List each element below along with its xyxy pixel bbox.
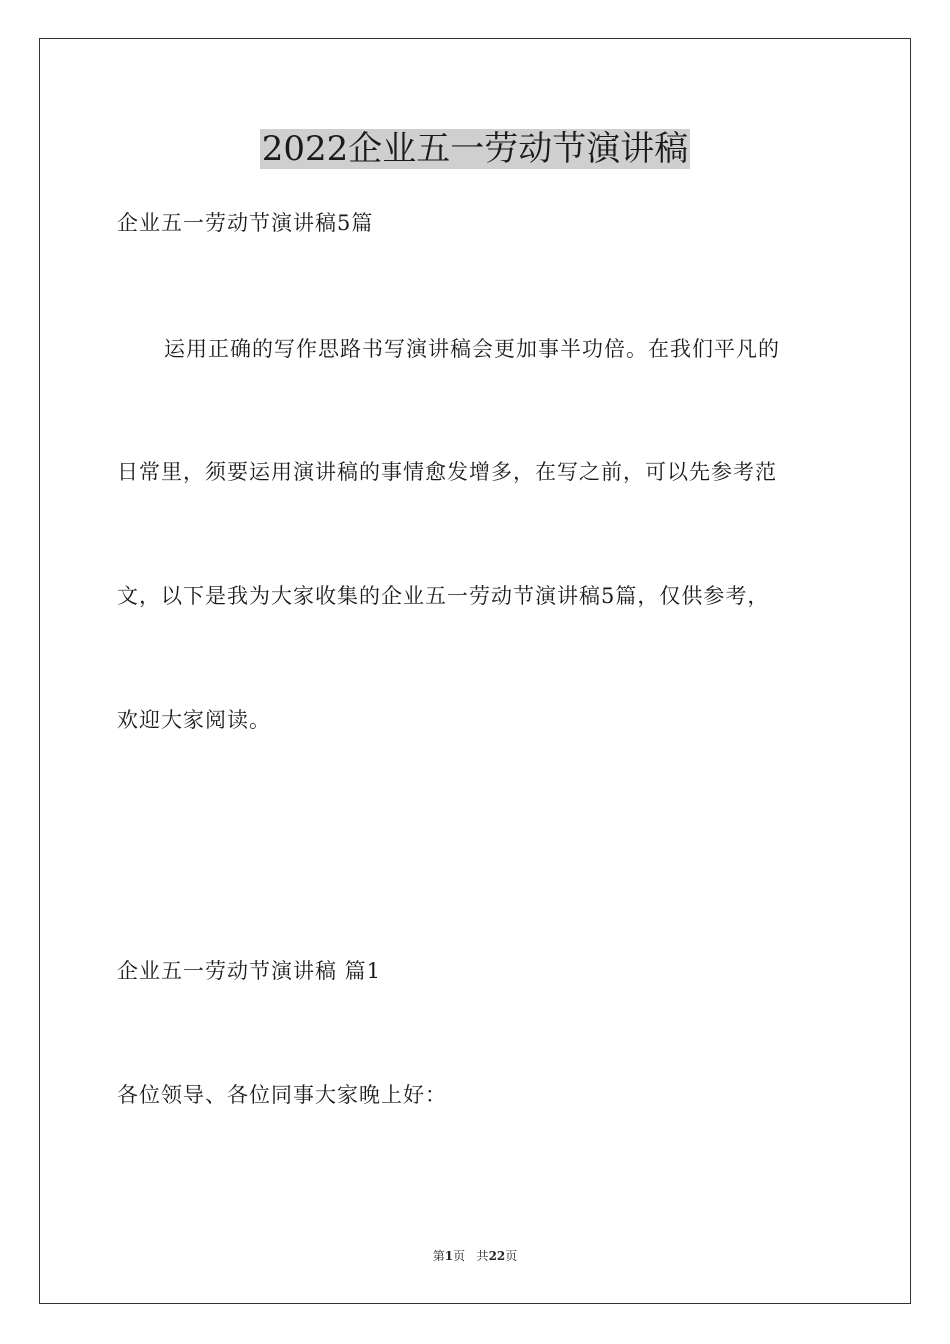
page-prefix: 第 bbox=[432, 1249, 445, 1263]
page-footer bbox=[0, 1248, 950, 1264]
page-number: 1 bbox=[444, 1249, 454, 1263]
total-suffix: 页 bbox=[505, 1249, 518, 1263]
paragraph-line: 欢迎大家阅读。 bbox=[117, 708, 271, 732]
page-suffix: 页 bbox=[453, 1249, 466, 1263]
total-pages: 22 bbox=[488, 1249, 506, 1263]
paragraph-line: 文，以下是我为大家收集的企业五一劳动节演讲稿5篇，仅供参考， bbox=[117, 584, 770, 608]
document-title bbox=[0, 125, 950, 173]
total-prefix: 共 bbox=[476, 1249, 489, 1263]
greeting-line: 各位领导、各位同事大家晚上好： bbox=[117, 1083, 447, 1107]
section-heading: 企业五一劳动节演讲稿 篇1 bbox=[117, 959, 382, 983]
paragraph-line: 日常里，须要运用演讲稿的事情愈发增多，在写之前，可以先参考范 bbox=[117, 460, 777, 484]
document-title-text: 2022企业五一劳动节演讲稿 bbox=[261, 129, 689, 169]
document-subtitle: 企业五一劳动节演讲稿5篇 bbox=[117, 211, 374, 235]
paragraph-line: 运用正确的写作思路书写演讲稿会更加事半功倍。在我们平凡的 bbox=[164, 337, 780, 361]
